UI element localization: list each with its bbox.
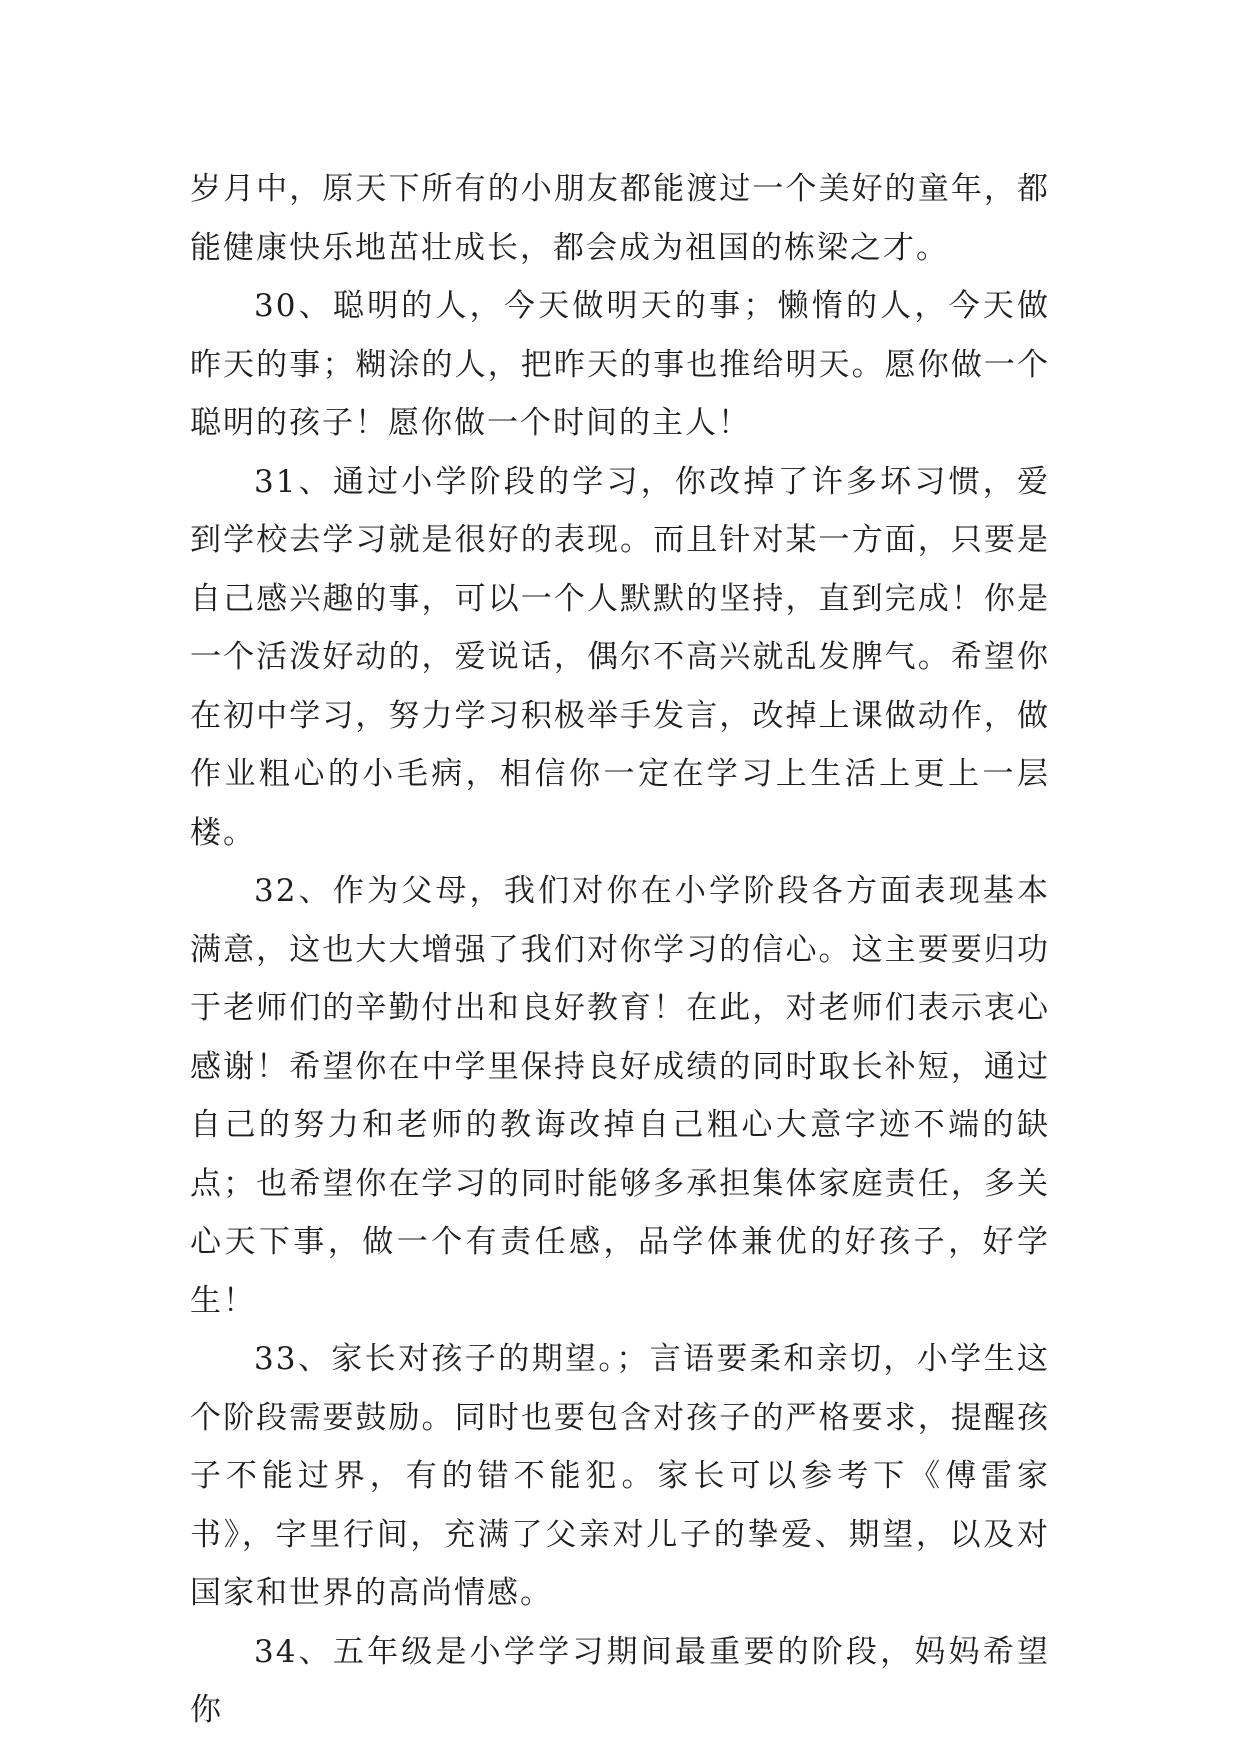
paragraph-30: 30、聪明的人，今天做明天的事；懒惰的人，今天做昨天的事；糊涂的人，把昨天的事也推给明天。愿你做一个聪明的孩子！愿你做一个时间的主人！	[190, 288, 1050, 441]
paragraph-29-continuation: 岁月中，原天下所有的小朋友都能渡过一个美好的童年，都能健康快乐地茁壮成长，都会成为祖国的栋梁之才。	[190, 171, 1050, 266]
paragraph-34: 34、五年级是小学学习期间最重要的阶段，妈妈希望你	[190, 1633, 1050, 1728]
paragraph-31: 31、通过小学阶段的学习，你改掉了许多坏习惯，爱到学校去学习就是很好的表现。而且针对某一方面，只要是自己感兴趣的事，可以一个人默默的坚持，直到完成！你是一个活泼好动的，爱说话，偶尔不高兴就乱发脾气。希望你在初中学习，努力学习积极举手发言，改掉上课做动作，做作业粗心的小毛病，相信你一定在学习上生活上更上一层楼。	[190, 463, 1050, 851]
paragraph-33: 33、家长对孩子的期望。；言语要柔和亲切，小学生这个阶段需要鼓励。同时也要包含对孩子的严格要求，提醒孩子不能过界，有的错不能犯。家长可以参考下《傅雷家书》，字里行间，充满了父亲对儿子的挚爱、期望，以及对国家和世界的高尚情感。	[190, 1341, 1050, 1611]
document-body	[190, 160, 1050, 1740]
paragraph-32: 32、作为父母，我们对你在小学阶段各方面表现基本满意，这也大大增强了我们对你学习的信心。这主要要归功于老师们的辛勤付出和良好教育！在此，对老师们表示衷心感谢！希望你在中学里保持良好成绩的同时取长补短，通过自己的努力和老师的教诲改掉自己粗心大意字迹不端的缺点；也希望你在学习的同时能够多承担集体家庭责任，多关心天下事，做一个有责任感，品学体兼优的好孩子，好学生！	[190, 873, 1050, 1319]
